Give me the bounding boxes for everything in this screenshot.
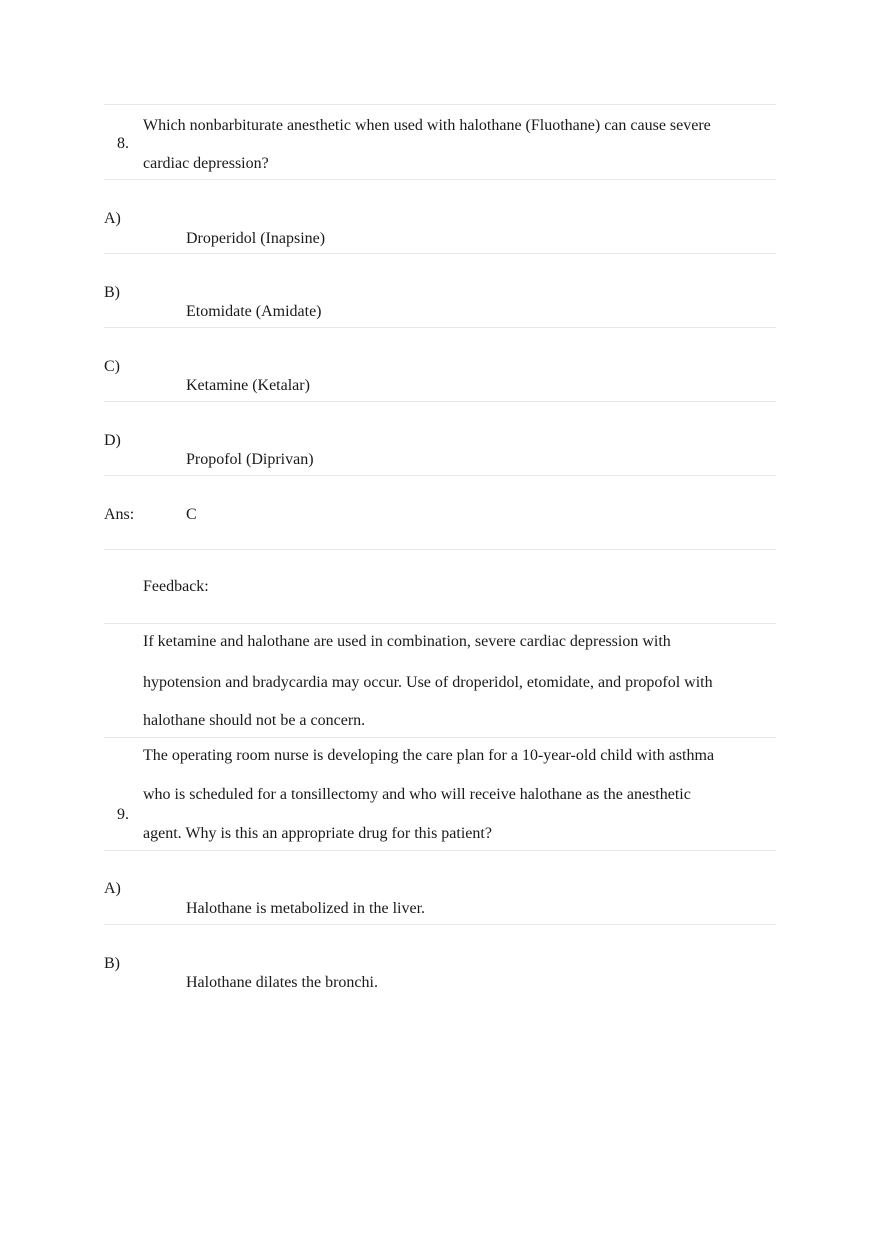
- question-number: 8.: [117, 135, 129, 152]
- divider: [104, 327, 776, 328]
- feedback-line: hypotension and bradycardia may occur. Use of droperidol, etomidate, and propofol with: [143, 674, 713, 691]
- divider: [104, 253, 776, 254]
- question-stem-line: cardiac depression?: [143, 155, 269, 172]
- question-stem-line: who is scheduled for a tonsillectomy and who will receive halothane as the anesthetic: [143, 786, 691, 803]
- question-stem-line: Which nonbarbiturate anesthetic when used with halothane (Fluothane) can cause severe: [143, 117, 711, 134]
- divider: [104, 549, 776, 550]
- divider: [104, 401, 776, 402]
- divider: [104, 104, 776, 105]
- feedback-line: If ketamine and halothane are used in combination, severe cardiac depression with: [143, 633, 671, 650]
- answer-label: Ans:: [104, 506, 135, 523]
- feedback-label: Feedback:: [143, 578, 209, 595]
- option-text: Droperidol (Inapsine): [186, 230, 326, 247]
- divider: [104, 850, 776, 851]
- option-text: Etomidate (Amidate): [186, 303, 322, 320]
- question-stem-line: agent. Why is this an appropriate drug for this patient?: [143, 825, 492, 842]
- option-letter: B): [104, 955, 120, 972]
- feedback-line: halothane should not be a concern.: [143, 712, 366, 729]
- divider: [104, 924, 776, 925]
- divider: [104, 623, 776, 624]
- option-letter: B): [104, 284, 120, 301]
- option-text: Halothane is metabolized in the liver.: [186, 900, 426, 917]
- option-text: Ketamine (Ketalar): [186, 377, 310, 394]
- question-stem-line: The operating room nurse is developing the care plan for a 10-year-old child with asthma: [143, 747, 715, 764]
- question-number: 9.: [117, 806, 129, 823]
- option-text: Halothane dilates the bronchi.: [186, 974, 378, 991]
- option-letter: A): [104, 210, 121, 227]
- option-letter: D): [104, 432, 121, 449]
- divider: [104, 475, 776, 476]
- option-letter: A): [104, 880, 121, 897]
- option-text: Propofol (Diprivan): [186, 451, 314, 468]
- divider: [104, 737, 776, 738]
- divider: [104, 179, 776, 180]
- answer-value: C: [186, 506, 197, 523]
- option-letter: C): [104, 358, 120, 375]
